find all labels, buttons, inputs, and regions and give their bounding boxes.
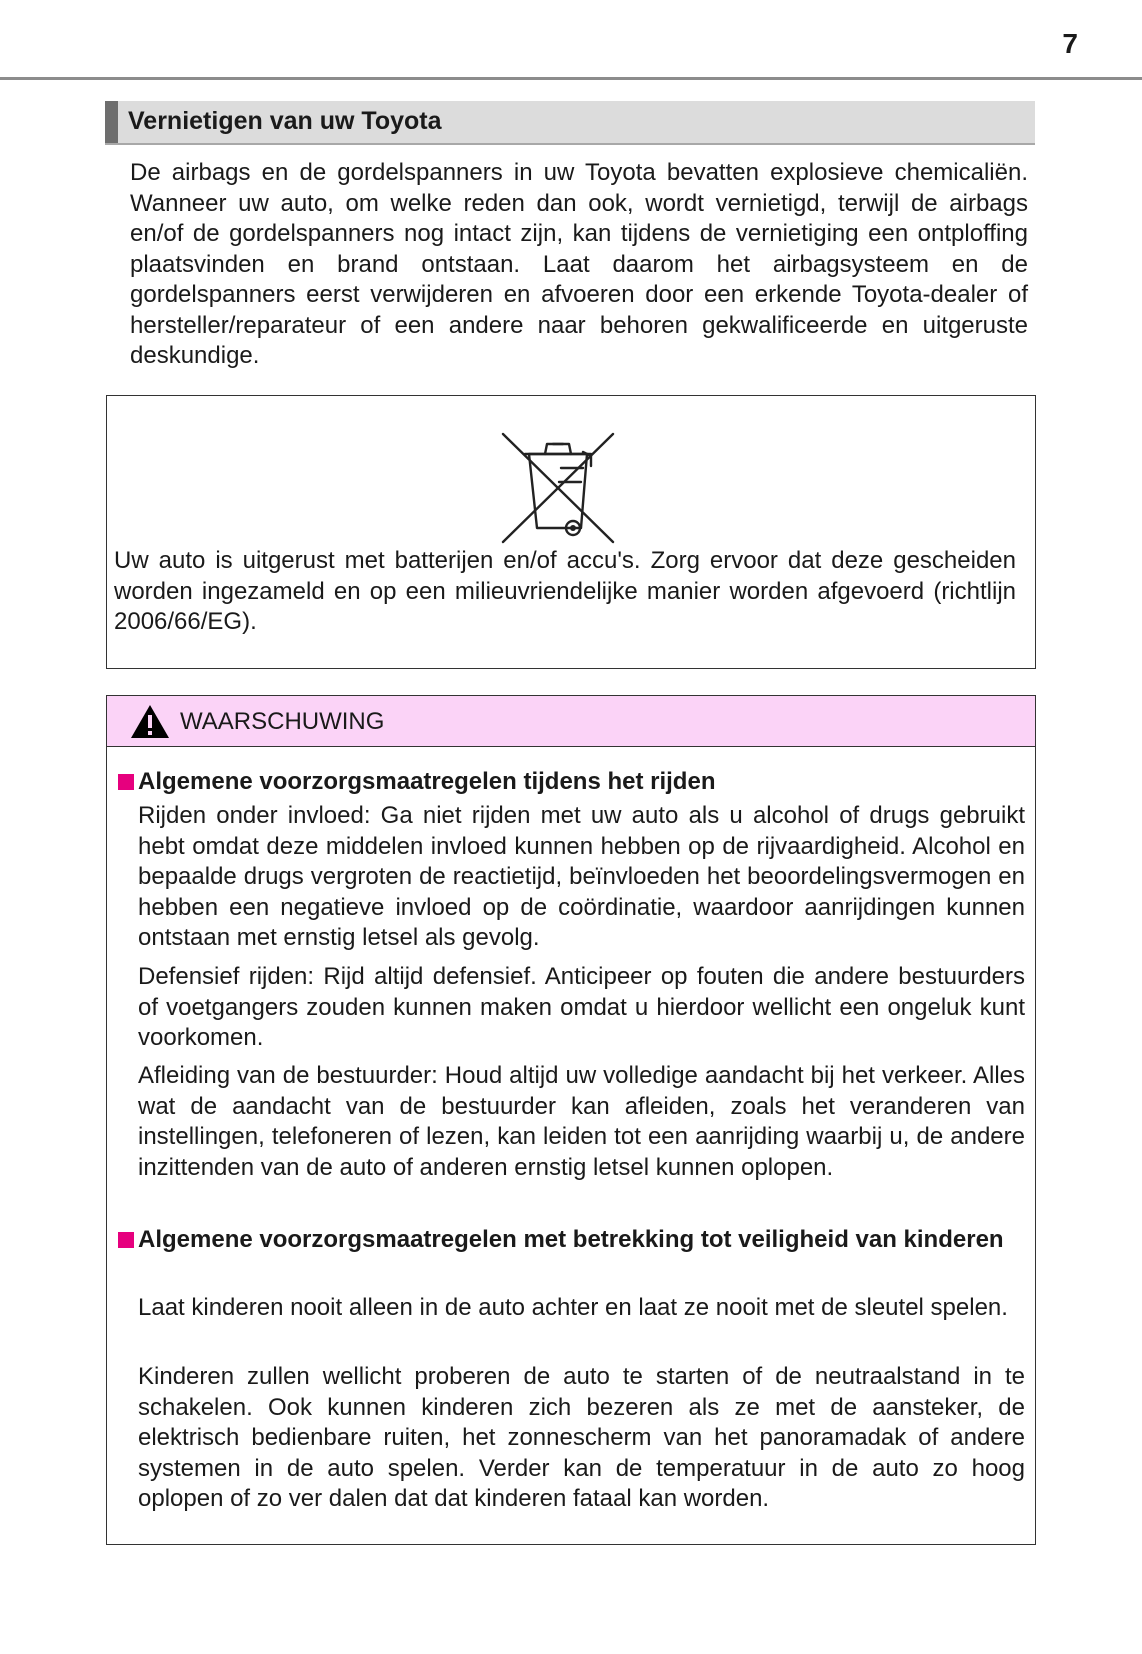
warning-label: WAARSCHUWING — [180, 708, 385, 735]
warning-subheading — [115, 767, 1030, 798]
warning-subheading — [115, 1225, 1030, 1256]
warning-paragraph: Kinderen zullen wellicht proberen de auto te starten of de neutraalstand in te schakelen. Ook kunnen kinderen zich bezeren als ze met de aansteker, de elektrisch bedienbare ruiten, het zonnescherm van het panoramadak of andere systemen in de auto spelen. Verder kan de temperatuur in de auto zo hoog oplopen of zo ver dalen dat dat kinderen fataal kan worden. — [138, 1363, 1025, 1512]
warning-paragraph: Laat kinderen nooit alleen in de auto achter en laat ze nooit met de sleutel spelen. — [138, 1294, 1008, 1321]
intro-paragraph: De airbags en de gordelspanners in uw Toyota bevatten explosieve chemicaliën. Wanneer uw auto, om welke reden dan ook, wordt vernietigd, terwijl de airbags en/of de gordelspanners nog intact zijn, kan tijdens de vernietiging een ontploffing plaatsvinden en brand ontstaan. Laat daarom het airbagsysteem en de gordelspanners eerst verwijderen en afvoeren door een erkende Toyota-dealer of hersteller/reparateur of een andere naar behoren gekwalificeerde en uitgeruste deskundige. — [130, 159, 1028, 369]
bullet-square-icon — [118, 1232, 134, 1248]
subheading-text: Algemene voorzorgsmaatregelen met betrekking tot veiligheid van kinderen — [138, 1226, 1004, 1253]
page-number: 7 — [1062, 28, 1078, 59]
warning-box — [106, 695, 1036, 1545]
warning-paragraph: Rijden onder invloed: Ga niet rijden met uw auto als u alcohol of drugs gebruikt hebt omdat deze middelen invloed kunnen hebben op de rijvaardigheid. Alcohol en bepaalde drugs vergroten de reactietijd, beïnvloeden het beoordelingsvermogen en hebben een negatieve invloed op de coördinatie, waardoor aanrijdingen kunnen ontstaan met ernstig letsel als gevolg. — [138, 802, 1025, 951]
section-title: Vernietigen van uw Toyota — [128, 107, 442, 135]
header-divider — [0, 77, 1142, 80]
warning-triangle-icon — [129, 703, 171, 740]
warning-header — [107, 696, 1035, 747]
bullet-square-icon — [118, 774, 134, 790]
crossed-out-wheelie-bin-icon — [499, 432, 617, 544]
battery-disposal-notice — [106, 395, 1036, 669]
heading-accent-bar — [105, 101, 118, 143]
warning-paragraph: Afleiding van de bestuurder: Houd altijd uw volledige aandacht bij het verkeer. Alles wat de aandacht van de bestuurder kan afleiden, zoals het veranderen van instellingen, telefoneren of lezen, kan leiden tot een aanrijding waarbij u, de andere inzittenden van de auto of anderen ernstig letsel kunnen oplopen. — [138, 1062, 1025, 1181]
subheading-text: Algemene voorzorgsmaatregelen tijdens het rijden — [138, 768, 716, 795]
section-heading — [105, 101, 1035, 145]
battery-disposal-text: Uw auto is uitgerust met batterijen en/of accu's. Zorg ervoor dat deze gescheiden worden ingezameld en op een milieuvriendelijke manier worden afgevoerd (richtlijn 2006/66/EG). — [114, 547, 1016, 635]
warning-paragraph: Defensief rijden: Rijd altijd defensief. Anticipeer op fouten die andere bestuurders of voetgangers zouden kunnen maken omdat u hierdoor wellicht een ongeluk kunt voorkomen. — [138, 963, 1025, 1051]
